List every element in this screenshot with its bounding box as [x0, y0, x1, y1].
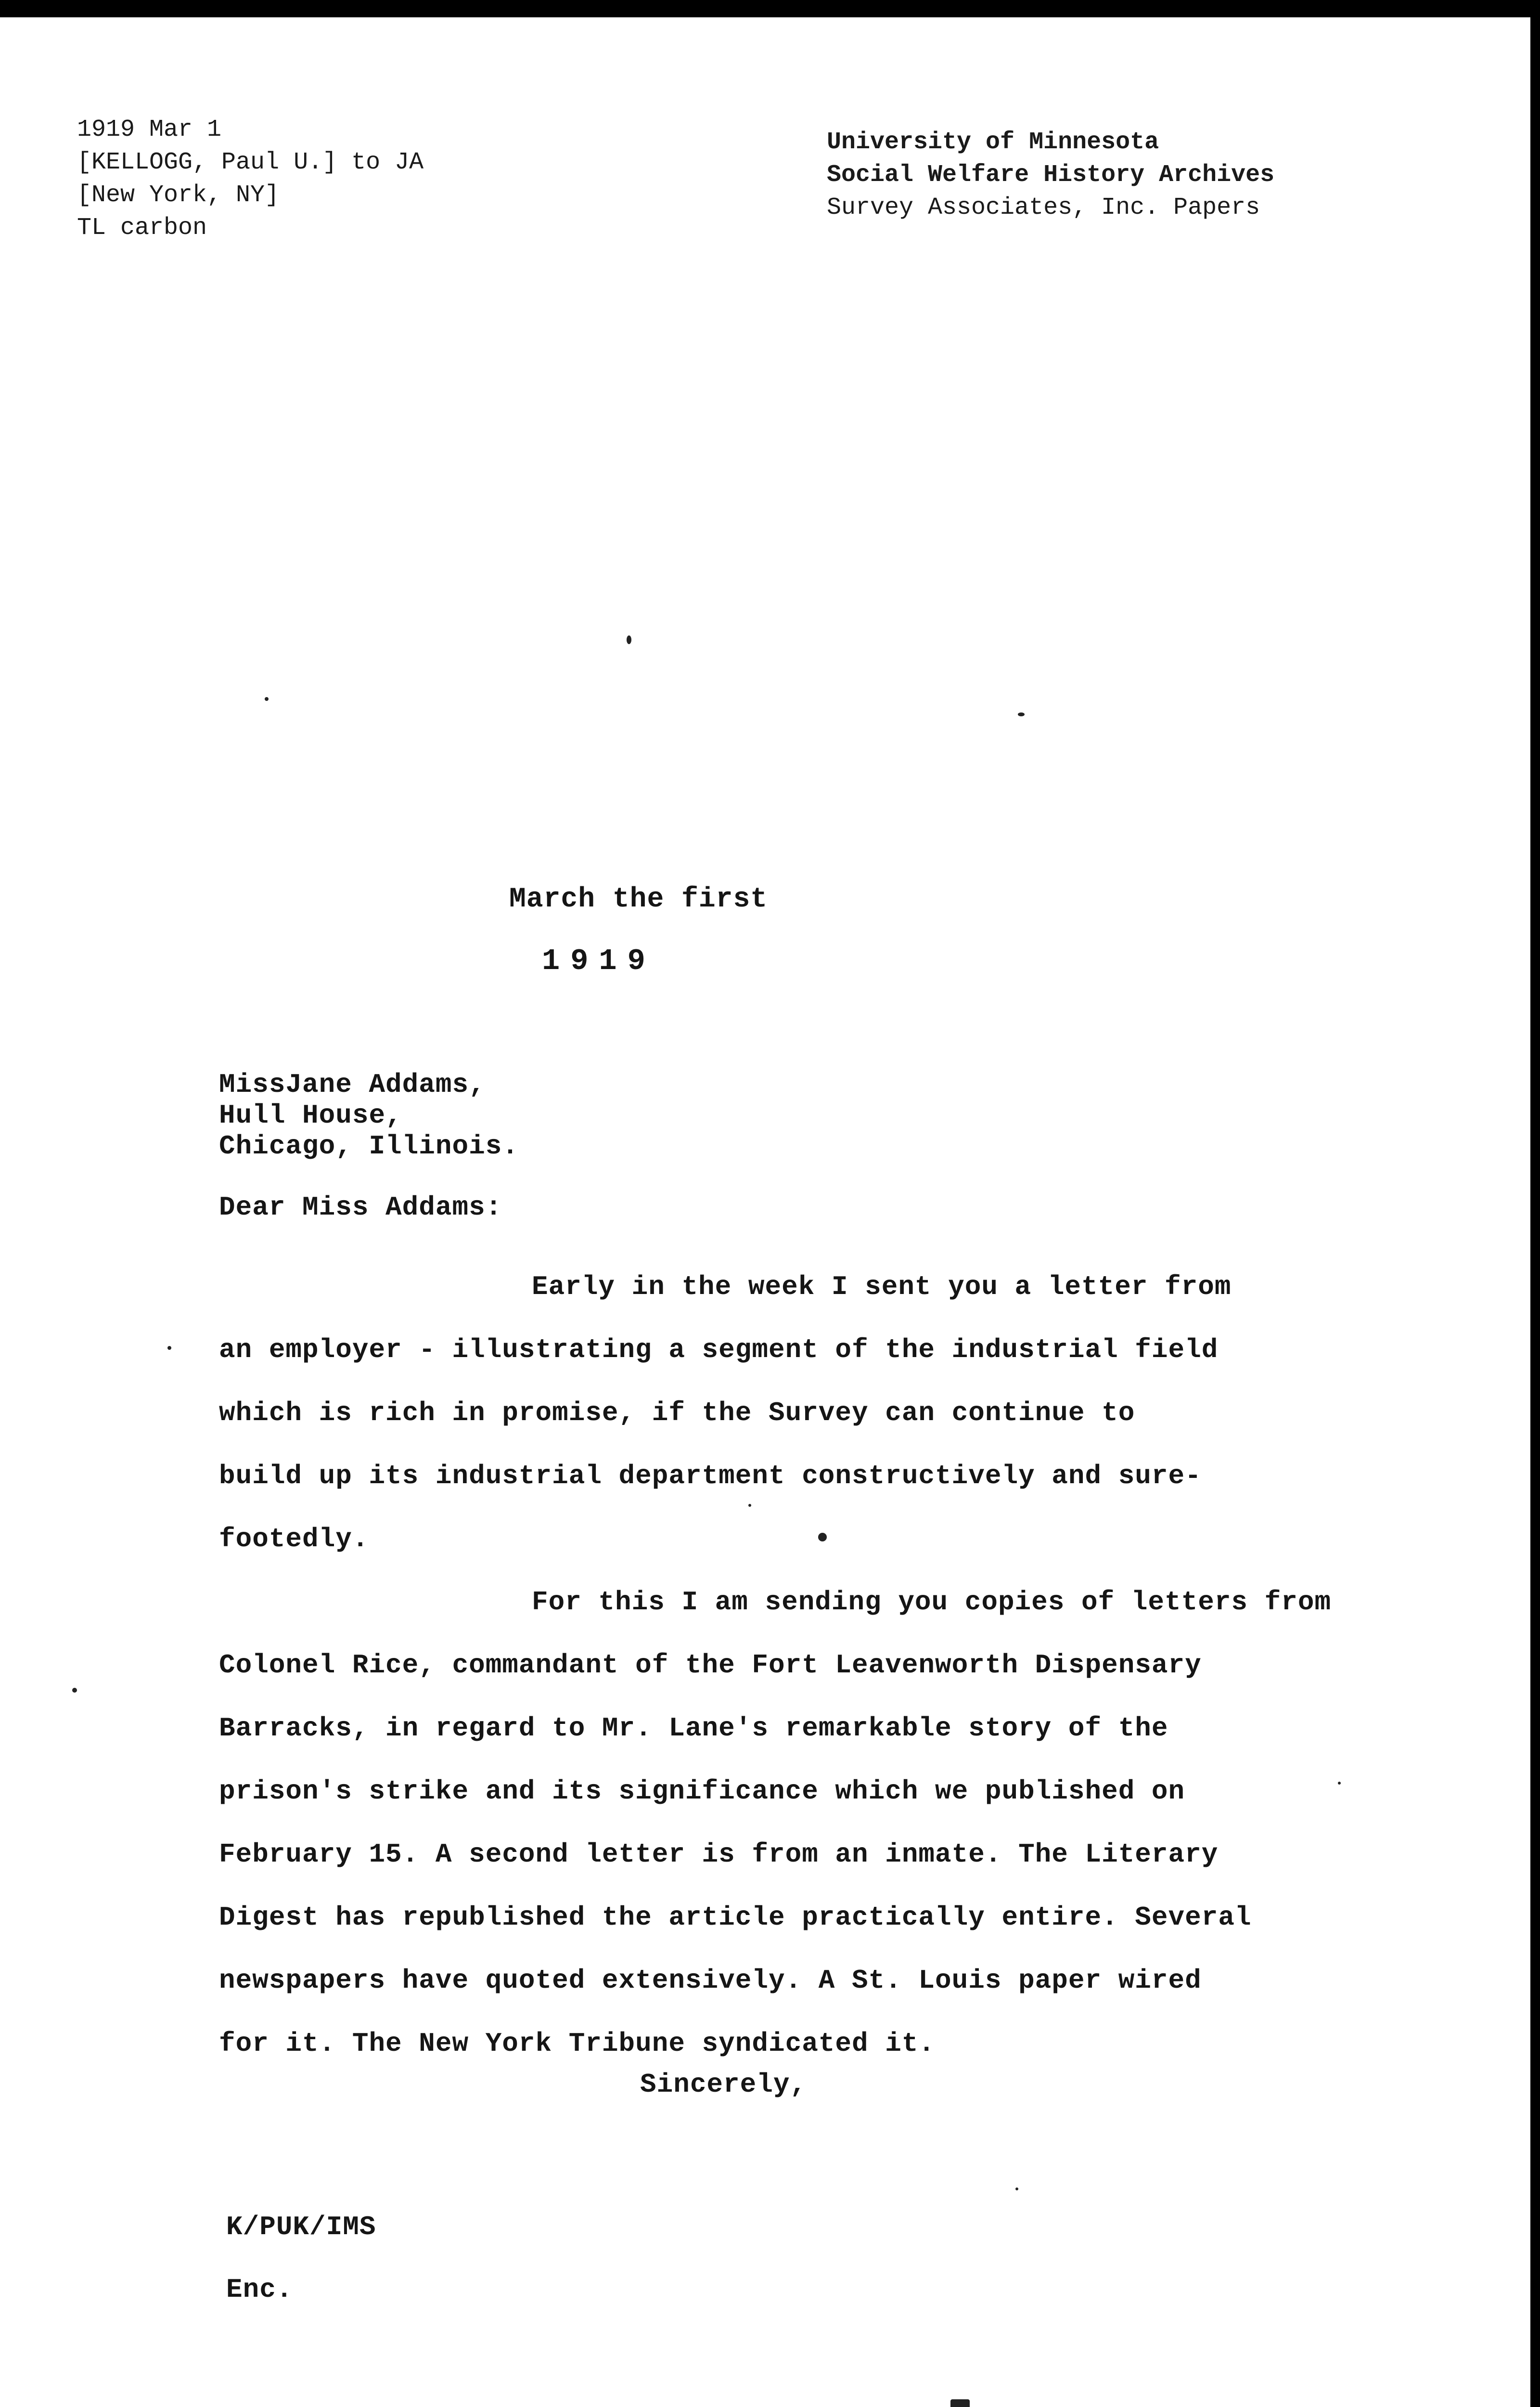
- archive-source: [827, 126, 1274, 224]
- body-line: Colonel Rice, commandant of the Fort Leavenworth Dispensary: [219, 1650, 1202, 1681]
- scan-speck: [1018, 712, 1025, 716]
- body-line: Early in the week I sent you a letter from: [532, 1271, 1232, 1302]
- scan-speck: [1338, 1782, 1341, 1785]
- recipient-address: [219, 1069, 519, 1162]
- scan-speck: [950, 2399, 970, 2407]
- citation-correspondents: [KELLOGG, Paul U.] to JA: [77, 149, 424, 176]
- body-line: Digest has republished the article practically entire. Several: [219, 1902, 1252, 1933]
- scan-speck: [72, 1688, 77, 1693]
- archive-citation: [77, 114, 424, 245]
- body-line: which is rich in promise, if the Survey can continue to: [219, 1398, 1135, 1428]
- source-institution: University of Minnesota: [827, 129, 1159, 156]
- scan-speck: [627, 635, 631, 644]
- address-line: Hull House,: [219, 1100, 402, 1131]
- address-line: MissJane Addams,: [219, 1069, 486, 1100]
- body-line: newspapers have quoted extensively. A St. Louis paper wired: [219, 1965, 1202, 1996]
- salutation: Dear Miss Addams:: [219, 1192, 502, 1223]
- letter-closing: Sincerely,: [640, 2069, 807, 2100]
- citation-place: [New York, NY]: [77, 181, 280, 209]
- address-line: Chicago, Illinois.: [219, 1131, 519, 1162]
- body-line: Barracks, in regard to Mr. Lane's remarkable story of the: [219, 1713, 1168, 1744]
- reference-block: [226, 2196, 376, 2321]
- letter-date-year: 1919: [542, 944, 656, 978]
- document-page: [0, 17, 1530, 2407]
- letter-date-line: March the first: [509, 884, 768, 915]
- body-line: for it. The New York Tribune syndicated it.: [219, 2028, 936, 2059]
- enclosure-note: Enc.: [226, 2274, 293, 2305]
- letter-body: [219, 1255, 1403, 2075]
- citation-format: TL carbon: [77, 214, 207, 242]
- body-line: For this I am sending you copies of letters from: [532, 1587, 1332, 1618]
- body-line: build up its industrial department constructively and sure-: [219, 1461, 1202, 1491]
- scan-speck: [818, 1533, 827, 1541]
- body-line: prison's strike and its significance which we published on: [219, 1776, 1185, 1807]
- body-line: February 15. A second letter is from an inmate. The Literary: [219, 1839, 1219, 1870]
- scan-speck: [1015, 2187, 1018, 2190]
- body-line: an employer - illustrating a segment of the industrial field: [219, 1334, 1219, 1365]
- scan-speck: [167, 1346, 171, 1350]
- scan-speck: [748, 1504, 751, 1507]
- reference-initials: K/PUK/IMS: [226, 2212, 376, 2242]
- scan-border-right: [1530, 0, 1540, 2407]
- scan-speck: [265, 697, 269, 701]
- citation-date: 1919 Mar 1: [77, 116, 222, 143]
- body-line: footedly.: [219, 1524, 369, 1554]
- source-archive: Social Welfare History Archives: [827, 161, 1275, 189]
- source-collection: Survey Associates, Inc. Papers: [827, 194, 1260, 221]
